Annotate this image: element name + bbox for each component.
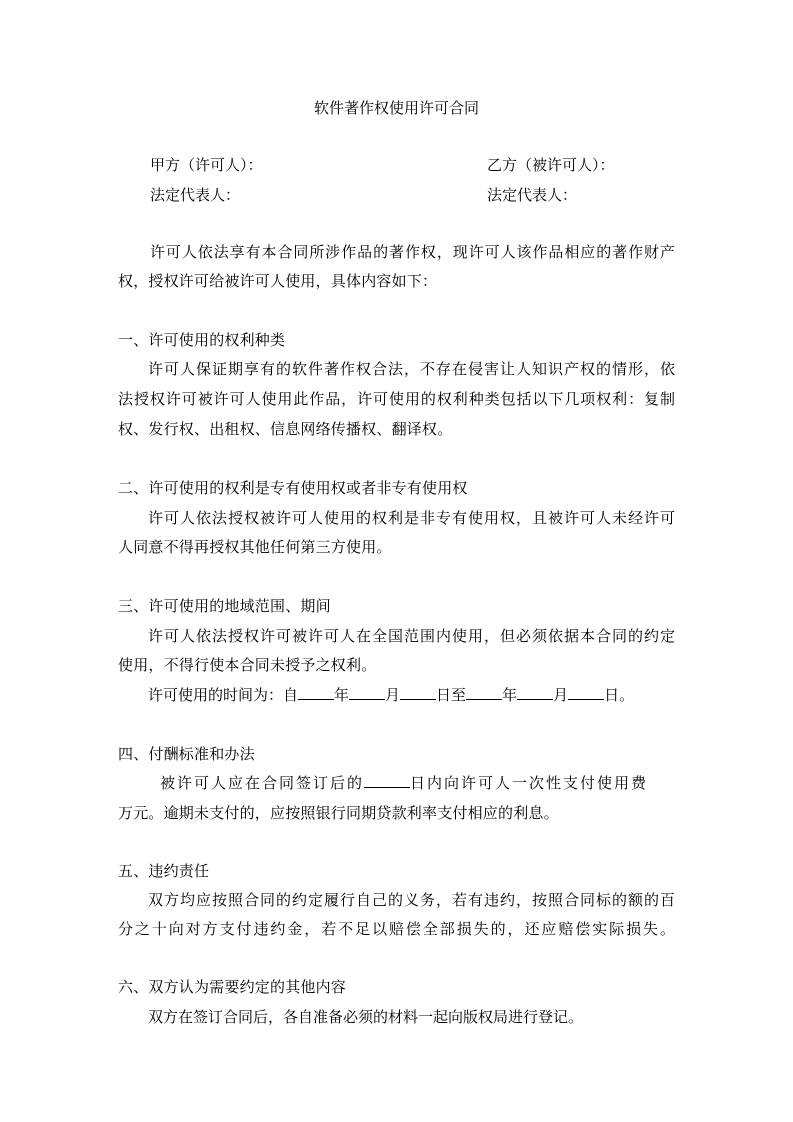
payment-days-blank[interactable] — [364, 773, 410, 788]
intro-line-2: 权，授权许可给被许可人使用，具体内容如下： — [118, 272, 438, 290]
section-1-heading: 一、许可使用的权利种类 — [118, 331, 286, 349]
day-end-label: 日。 — [604, 686, 635, 704]
party-a-representative: 法定代表人： — [150, 186, 241, 204]
section-6-line-1: 双方在签订合同后，各自准备必须的材料一起向版权局进行登记。 — [148, 1008, 584, 1026]
document-title: 软件著作权使用许可合同 — [313, 99, 479, 117]
month-label: 月 — [385, 686, 401, 704]
start-month-blank[interactable] — [349, 685, 385, 700]
section-2-heading: 二、许可使用的权利是专有使用权或者非专有使用权 — [118, 479, 468, 497]
payment-prefix: 被许可人应在合同签订后的 — [160, 774, 365, 792]
start-year-blank[interactable] — [298, 685, 334, 700]
section-4-line-1 — [160, 772, 648, 793]
month-label-2: 月 — [553, 686, 569, 704]
section-1-line-1: 许可人保证期享有的软件著作权合法，不存在侵害让人知识产权的情形，依 — [148, 360, 675, 378]
section-4-heading: 四、付酬标准和办法 — [118, 745, 255, 763]
time-prefix: 许可使用的时间为：自 — [148, 686, 299, 704]
section-5-line-2: 分之十向对方支付违约金，若不足以赔偿全部损失的，还应赔偿实际损失。 — [118, 920, 675, 938]
day-to-label: 日至 — [436, 686, 467, 704]
section-5-heading: 五、违约责任 — [118, 862, 210, 880]
section-2-line-2: 人同意不得再授权其他任何第三方使用。 — [118, 538, 392, 556]
year-label-2: 年 — [502, 686, 518, 704]
section-3-time-line — [148, 684, 634, 705]
end-month-blank[interactable] — [517, 685, 553, 700]
party-b-label: 乙方（被许可人）： — [487, 156, 615, 174]
section-3-heading: 三、许可使用的地域范围、期间 — [118, 597, 331, 615]
section-3-line-2: 使用，不得行使本合同未授予之权利。 — [118, 656, 377, 674]
end-year-blank[interactable] — [466, 685, 502, 700]
section-5-line-1: 双方均应按照合同的约定履行自己的义务，若有违约，按照合同标的额的百 — [148, 891, 675, 909]
end-day-blank[interactable] — [568, 685, 604, 700]
payment-suffix: 日内向许可人一次性支付使用费 — [410, 774, 649, 792]
section-4-line-2: 万元。逾期未支付的，应按照银行同期贷款利率支付相应的利息。 — [118, 804, 559, 822]
party-b-representative: 法定代表人： — [487, 186, 578, 204]
section-6-heading: 六、双方认为需要约定的其他内容 — [118, 978, 347, 996]
section-1-line-2: 法授权许可被许可人使用此作品，许可使用的权利种类包括以下几项权利：复制 — [118, 390, 675, 408]
section-2-line-1: 许可人依法授权被许可人使用的权利是非专有使用权，且被许可人未经许可 — [148, 509, 675, 527]
year-label: 年 — [334, 686, 350, 704]
section-3-line-1: 许可人依法授权许可被许可人在全国范围内使用，但必须依据本合同的约定 — [148, 627, 675, 645]
intro-line-1: 许可人依法享有本合同所涉作品的著作权，现许可人该作品相应的著作财产 — [150, 243, 675, 261]
start-day-blank[interactable] — [400, 685, 436, 700]
party-a-label: 甲方（许可人）： — [150, 156, 263, 174]
section-1-line-3: 权、发行权、出租权、信息网络传播权、翻译权。 — [118, 420, 453, 438]
